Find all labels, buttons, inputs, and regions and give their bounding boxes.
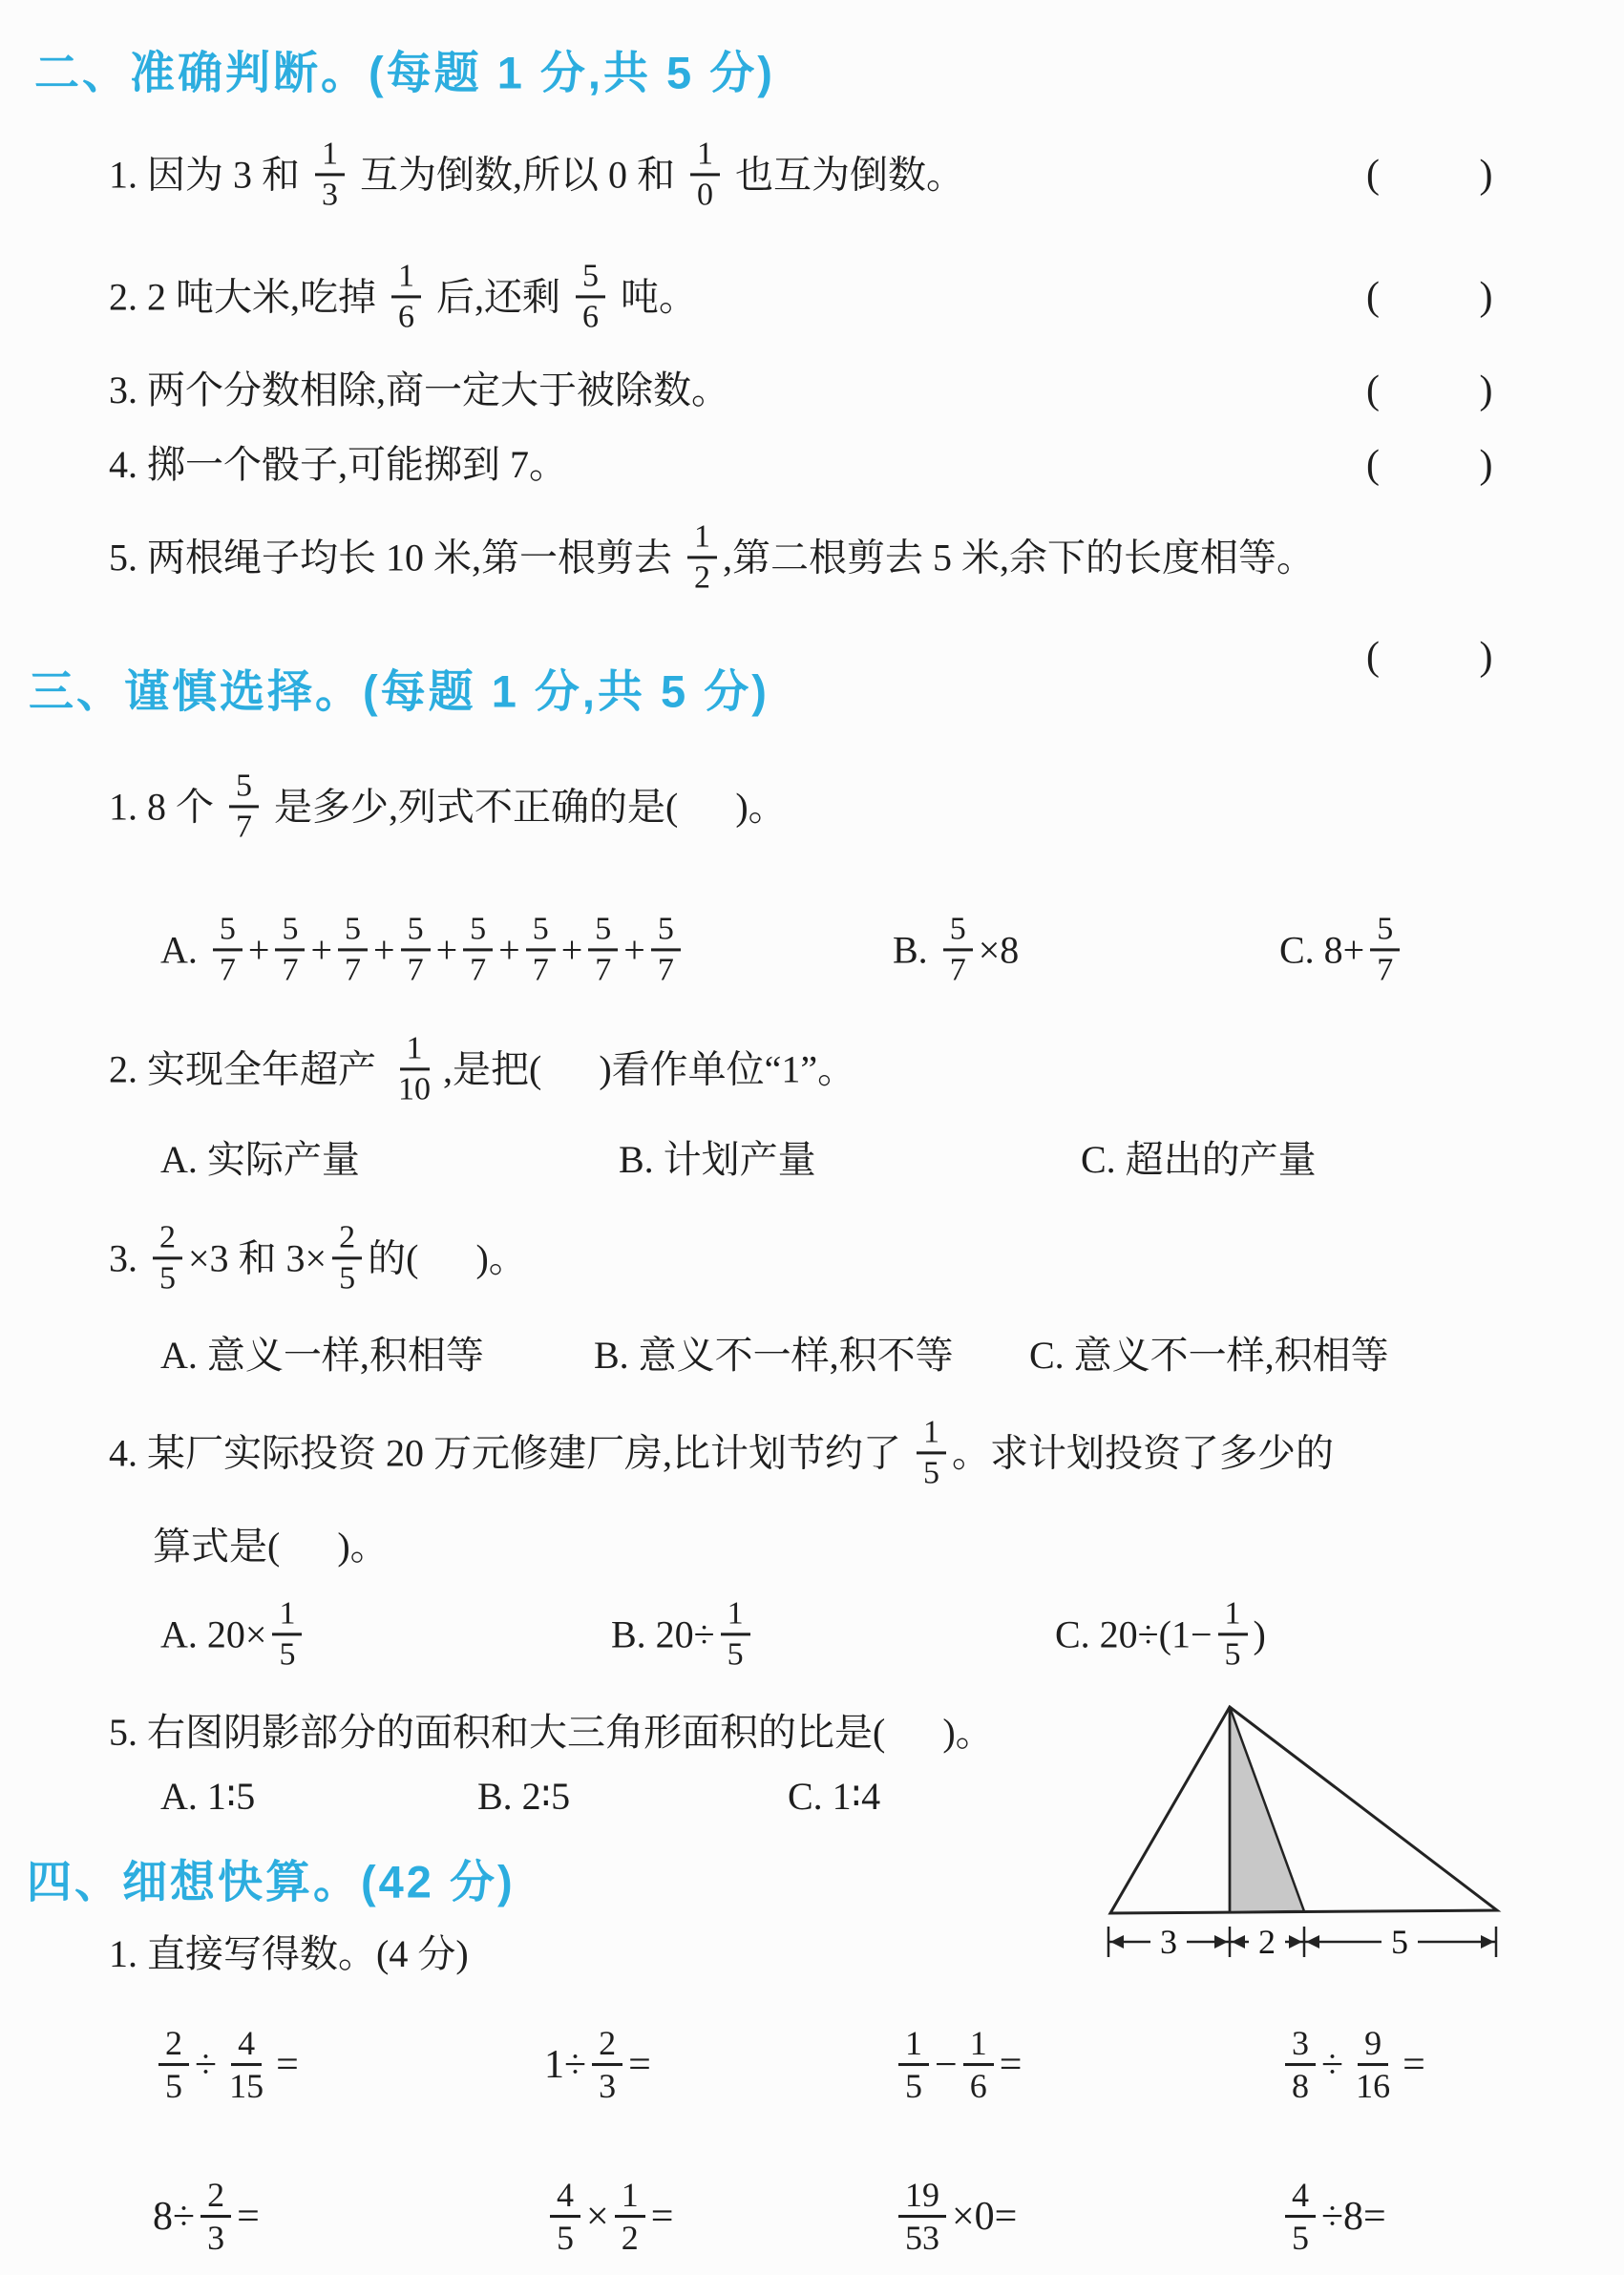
text-run: B. bbox=[893, 928, 938, 971]
fraction-denominator: 6 bbox=[969, 2067, 987, 2106]
text-run: A. 1∶5 bbox=[160, 1775, 256, 1818]
fraction bbox=[200, 2175, 231, 2259]
text-run: 。求计划投资了多少的 bbox=[952, 1431, 1334, 1474]
choice-1-option-c bbox=[1279, 910, 1405, 989]
text-run: 2. 实现全年超产 bbox=[109, 1047, 386, 1090]
fraction bbox=[1218, 1594, 1248, 1674]
fraction-denominator: 53 bbox=[905, 2219, 939, 2258]
text-run: + bbox=[623, 928, 645, 971]
fraction-numerator: 4 bbox=[231, 2023, 262, 2066]
choice-question-4-line1 bbox=[109, 1413, 1334, 1492]
fraction-denominator: 7 bbox=[470, 952, 487, 988]
text-run: ×0= bbox=[952, 2194, 1018, 2239]
calc-item-2-4 bbox=[1279, 2175, 1386, 2259]
fraction bbox=[229, 767, 259, 846]
text-run: C. 8+ bbox=[1279, 928, 1365, 971]
text-run: 3. 两个分数相除,商一定大于被除数。 bbox=[109, 369, 729, 411]
fraction-denominator: 5 bbox=[905, 2067, 922, 2106]
choice-question-4-line2 bbox=[153, 1523, 389, 1570]
choice-1-option-a bbox=[160, 910, 686, 989]
fraction-denominator: 5 bbox=[1292, 2219, 1309, 2258]
fraction-denominator: 5 bbox=[1224, 1636, 1241, 1673]
fraction-denominator: 7 bbox=[949, 952, 966, 988]
judge-question-2 bbox=[109, 257, 697, 336]
fraction-denominator: 7 bbox=[407, 952, 424, 988]
judge-question-5 bbox=[109, 517, 1315, 597]
text-run: ÷8= bbox=[1321, 2194, 1386, 2239]
fraction-numerator: 1 bbox=[615, 2175, 645, 2218]
text-run: 4. 掷一个骰子,可能掷到 7。 bbox=[109, 443, 567, 486]
choice-4-option-a bbox=[160, 1594, 307, 1674]
fraction bbox=[222, 2023, 270, 2107]
fraction bbox=[391, 1029, 437, 1108]
judge-answer-bracket-5: ( ) bbox=[1366, 634, 1494, 679]
fraction bbox=[687, 517, 717, 597]
choice-4-option-c bbox=[1055, 1594, 1266, 1674]
fraction-denominator: 10 bbox=[398, 1071, 431, 1107]
text-run: = bbox=[1403, 2042, 1425, 2087]
text-run: + bbox=[498, 928, 520, 971]
fraction-numerator: 5 bbox=[588, 910, 618, 951]
fraction-numerator: 2 bbox=[332, 1218, 362, 1259]
fraction bbox=[272, 1594, 302, 1674]
text-run: 5. 两根绳子均长 10 米,第一根剪去 bbox=[109, 536, 682, 579]
text-run: 后,还剩 bbox=[427, 275, 570, 318]
triangle-figure bbox=[1096, 1673, 1592, 1969]
fraction bbox=[338, 910, 368, 989]
fraction-numerator: 1 bbox=[917, 1413, 946, 1454]
text-run: C. 1∶4 bbox=[788, 1775, 881, 1818]
judge-answer-bracket-3: ( ) bbox=[1366, 368, 1494, 412]
text-run: C. 意义不一样,积相等 bbox=[1029, 1334, 1389, 1377]
fraction bbox=[1370, 910, 1400, 989]
fraction bbox=[401, 910, 431, 989]
choice-question-3 bbox=[109, 1218, 527, 1297]
fraction bbox=[158, 2023, 189, 2107]
text-run: = bbox=[999, 2042, 1023, 2087]
fraction-denominator: 5 bbox=[727, 1636, 744, 1673]
fraction-numerator: 5 bbox=[229, 767, 259, 808]
fraction-numerator: 5 bbox=[526, 910, 556, 951]
fraction-denominator: 3 bbox=[599, 2067, 617, 2106]
fraction-denominator: 5 bbox=[279, 1636, 296, 1673]
segment-label-2: 2 bbox=[1258, 1923, 1276, 1961]
fraction bbox=[153, 1218, 182, 1297]
choice-3-option-c bbox=[1029, 1332, 1389, 1380]
text-run: 1. 直接写得数。(4 分) bbox=[109, 1932, 469, 1975]
fraction-numerator: 19 bbox=[898, 2175, 946, 2218]
fraction-denominator: 3 bbox=[207, 2219, 225, 2258]
fraction-denominator: 7 bbox=[595, 952, 612, 988]
fraction-numerator: 9 bbox=[1358, 2023, 1388, 2066]
text-run: ) bbox=[1253, 1612, 1266, 1655]
text-run: B. 意义不一样,积不等 bbox=[594, 1334, 954, 1377]
fraction-numerator: 5 bbox=[463, 910, 493, 951]
text-run: = bbox=[628, 2042, 651, 2087]
judge-question-3 bbox=[109, 367, 729, 414]
fraction bbox=[721, 1594, 750, 1674]
fraction-numerator: 1 bbox=[272, 1594, 302, 1635]
fraction-numerator: 2 bbox=[153, 1218, 182, 1259]
text-run: 3. bbox=[109, 1236, 147, 1279]
fraction-denominator: 3 bbox=[322, 177, 338, 213]
fraction-numerator: 5 bbox=[401, 910, 431, 951]
fraction-denominator: 2 bbox=[694, 559, 710, 596]
section-calc-header: 四、细想快算。(42 分) bbox=[27, 1856, 516, 1907]
text-run: 吨。 bbox=[611, 275, 697, 318]
fraction-denominator: 16 bbox=[1356, 2067, 1391, 2106]
text-run: C. 20÷(1− bbox=[1055, 1612, 1213, 1655]
text-run: = bbox=[650, 2194, 674, 2239]
fraction-denominator: 7 bbox=[282, 952, 299, 988]
judge-answer-bracket-2: ( ) bbox=[1366, 274, 1494, 319]
text-run: A. 意义一样,积相等 bbox=[160, 1334, 484, 1377]
fraction bbox=[588, 910, 618, 989]
choice-2-option-c bbox=[1081, 1136, 1317, 1184]
fraction-numerator: 3 bbox=[1285, 2023, 1316, 2066]
fraction bbox=[1349, 2023, 1397, 2107]
fraction bbox=[943, 910, 973, 989]
fraction-numerator: 1 bbox=[315, 135, 345, 176]
fraction bbox=[315, 135, 345, 214]
fraction-numerator: 1 bbox=[687, 517, 717, 558]
choice-5-option-c bbox=[788, 1773, 880, 1821]
fraction-numerator: 4 bbox=[1285, 2175, 1316, 2218]
fraction bbox=[592, 2023, 622, 2107]
text-run: ×3 和 3× bbox=[188, 1236, 327, 1279]
text-run: = bbox=[237, 2194, 260, 2239]
fraction-denominator: 5 bbox=[339, 1260, 356, 1296]
segment-label-3: 3 bbox=[1160, 1923, 1177, 1961]
text-run: 也互为倒数。 bbox=[726, 153, 964, 196]
choice-4-option-b bbox=[611, 1594, 756, 1674]
fraction bbox=[391, 257, 421, 336]
fraction bbox=[898, 2175, 946, 2259]
fraction bbox=[1285, 2175, 1316, 2259]
calc-item-1-1 bbox=[153, 2023, 299, 2107]
calc-item-1-4 bbox=[1279, 2023, 1425, 2107]
fraction-numerator: 2 bbox=[592, 2023, 622, 2066]
choice-2-option-b bbox=[619, 1136, 816, 1184]
choice-2-option-a bbox=[160, 1136, 360, 1184]
fraction bbox=[332, 1218, 362, 1297]
fraction-numerator: 5 bbox=[651, 910, 681, 951]
text-run: 的( )。 bbox=[368, 1236, 527, 1279]
judge-answer-bracket-1: ( ) bbox=[1366, 152, 1494, 197]
fraction-numerator: 5 bbox=[576, 257, 605, 298]
fraction-numerator: 5 bbox=[1370, 910, 1400, 951]
text-run: = bbox=[276, 2042, 299, 2087]
choice-question-2 bbox=[109, 1029, 855, 1108]
fraction bbox=[651, 910, 681, 989]
choice-1-option-b bbox=[893, 910, 1019, 989]
fraction-numerator: 2 bbox=[200, 2175, 231, 2218]
fraction bbox=[1285, 2023, 1316, 2107]
fraction-denominator: 7 bbox=[1377, 952, 1394, 988]
fraction bbox=[615, 2175, 645, 2259]
fraction bbox=[275, 910, 305, 989]
text-run: 是多少,列式不正确的是( )。 bbox=[264, 785, 787, 828]
text-run: 1. 因为 3 和 bbox=[109, 153, 309, 196]
fraction-numerator: 1 bbox=[898, 2023, 929, 2066]
text-run: ,是把( )看作单位“1”。 bbox=[443, 1047, 856, 1090]
fraction-denominator: 0 bbox=[697, 177, 713, 213]
fraction-numerator: 1 bbox=[690, 135, 720, 176]
fraction bbox=[898, 2023, 929, 2107]
fraction-denominator: 5 bbox=[165, 2067, 182, 2106]
text-run: + bbox=[247, 928, 270, 971]
text-run: C. 超出的产量 bbox=[1081, 1138, 1317, 1181]
fraction bbox=[917, 1413, 946, 1492]
text-run: 8÷ bbox=[153, 2194, 196, 2239]
fraction-denominator: 7 bbox=[345, 952, 362, 988]
fraction-numerator: 4 bbox=[550, 2175, 580, 2218]
section-choice-header: 三、谨慎选择。(每题 1 分,共 5 分) bbox=[29, 665, 770, 717]
choice-question-1 bbox=[109, 767, 787, 846]
judge-question-4 bbox=[109, 441, 567, 489]
fraction-denominator: 2 bbox=[621, 2219, 639, 2258]
fraction-numerator: 1 bbox=[391, 257, 421, 298]
fraction-numerator: 5 bbox=[943, 910, 973, 951]
text-run: A. bbox=[160, 928, 207, 971]
judge-question-1 bbox=[109, 135, 964, 214]
calc-item-2-3 bbox=[893, 2175, 1017, 2259]
fraction-denominator: 5 bbox=[923, 1455, 939, 1491]
calc-item-1-3 bbox=[893, 2023, 1022, 2107]
fraction-numerator: 2 bbox=[158, 2023, 189, 2066]
fraction bbox=[963, 2023, 994, 2107]
fraction-denominator: 8 bbox=[1292, 2067, 1309, 2106]
choice-question-5 bbox=[109, 1709, 994, 1757]
text-run: × bbox=[586, 2194, 609, 2239]
fraction-denominator: 7 bbox=[236, 809, 252, 845]
fraction-denominator: 6 bbox=[582, 299, 599, 335]
text-run: B. 计划产量 bbox=[619, 1138, 816, 1181]
section-judge-header: 二、准确判断。(每题 1 分,共 5 分) bbox=[34, 47, 775, 98]
fraction bbox=[550, 2175, 580, 2259]
text-run: ,第二根剪去 5 米,余下的长度相等。 bbox=[723, 536, 1315, 579]
fraction bbox=[576, 257, 605, 336]
fraction bbox=[526, 910, 556, 989]
text-run: 算式是( )。 bbox=[153, 1525, 389, 1568]
fraction-numerator: 1 bbox=[400, 1029, 430, 1070]
text-run: + bbox=[560, 928, 583, 971]
text-run: A. 20× bbox=[160, 1612, 267, 1655]
text-run: B. 20÷ bbox=[611, 1612, 715, 1655]
text-run: 4. 某厂实际投资 20 万元修建厂房,比计划节约了 bbox=[109, 1431, 911, 1474]
text-run: ×8 bbox=[978, 928, 1020, 971]
fraction-numerator: 5 bbox=[338, 910, 368, 951]
text-run: 互为倒数,所以 0 和 bbox=[350, 153, 685, 196]
fraction-denominator: 7 bbox=[657, 952, 674, 988]
calc-item-1-2 bbox=[544, 2023, 651, 2107]
fraction-denominator: 5 bbox=[159, 1260, 176, 1296]
text-run: B. 2∶5 bbox=[477, 1775, 571, 1818]
fraction-denominator: 7 bbox=[219, 952, 236, 988]
text-run: ÷ bbox=[1321, 2042, 1344, 2087]
fraction-numerator: 5 bbox=[275, 910, 305, 951]
text-run: A. 实际产量 bbox=[160, 1138, 360, 1181]
calc-item-2-2 bbox=[544, 2175, 673, 2259]
text-run: 1. 8 个 bbox=[109, 785, 223, 828]
choice-3-option-a bbox=[160, 1332, 484, 1380]
text-run: 2. 2 吨大米,吃掉 bbox=[109, 275, 386, 318]
segment-label-5: 5 bbox=[1391, 1923, 1408, 1961]
fraction-numerator: 1 bbox=[963, 2023, 994, 2066]
choice-5-option-b bbox=[477, 1773, 570, 1821]
text-run: ÷ bbox=[195, 2042, 218, 2087]
calc-subtitle bbox=[109, 1930, 469, 1978]
dimension-line bbox=[1108, 1923, 1496, 1961]
triangle-outline bbox=[1110, 1707, 1497, 1913]
fraction-denominator: 5 bbox=[557, 2219, 574, 2258]
fraction bbox=[690, 135, 720, 214]
text-run: + bbox=[310, 928, 333, 971]
text-run: 5. 右图阴影部分的面积和大三角形面积的比是( )。 bbox=[109, 1711, 994, 1754]
fraction bbox=[213, 910, 243, 989]
text-run: − bbox=[935, 2042, 958, 2087]
fraction-denominator: 7 bbox=[532, 952, 549, 988]
fraction-numerator: 5 bbox=[213, 910, 243, 951]
text-run: + bbox=[435, 928, 458, 971]
calc-item-2-1 bbox=[153, 2175, 260, 2259]
text-run: 1÷ bbox=[544, 2042, 587, 2087]
fraction-denominator: 15 bbox=[229, 2067, 264, 2106]
text-run: + bbox=[373, 928, 395, 971]
fraction-numerator: 1 bbox=[721, 1594, 750, 1635]
judge-answer-bracket-4: ( ) bbox=[1366, 442, 1494, 487]
choice-5-option-a bbox=[160, 1773, 255, 1821]
fraction-numerator: 1 bbox=[1218, 1594, 1248, 1635]
fraction bbox=[463, 910, 493, 989]
fraction-denominator: 6 bbox=[398, 299, 414, 335]
shaded-region bbox=[1230, 1707, 1304, 1912]
choice-3-option-b bbox=[594, 1332, 954, 1380]
